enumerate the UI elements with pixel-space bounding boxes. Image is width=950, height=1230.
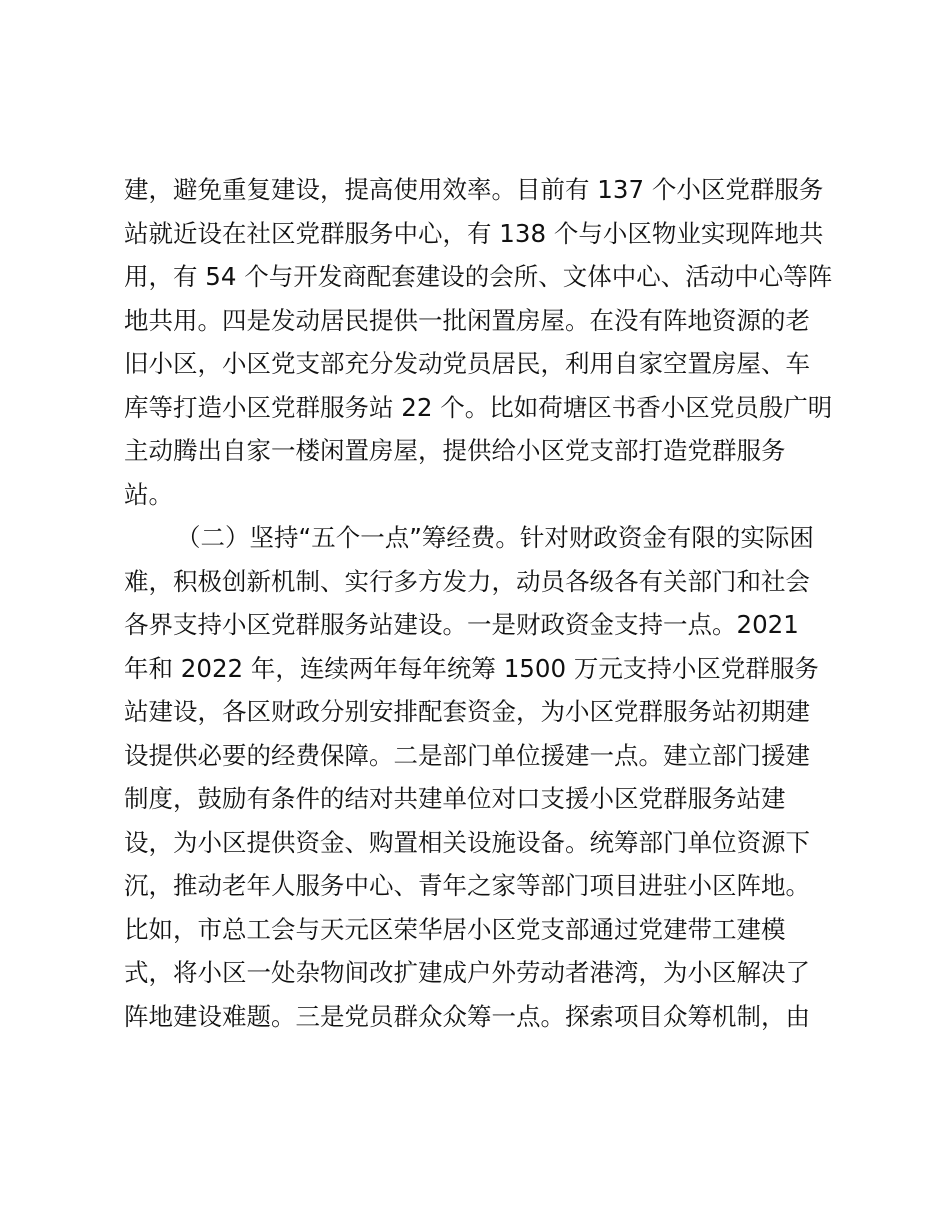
text-line-18: 比如，市总工会与天元区荣华居小区党支部通过党建带工建模	[124, 914, 786, 944]
text-line-14: 设提供必要的经费保障。二是部门单位援建一点。建立部门援建	[124, 740, 810, 770]
text-line-15: 制度，鼓励有条件的结对共建单位对口支援小区党群服务站建	[124, 784, 786, 813]
text-line-17: 沉，推动老年人服务中心、青年之家等部门项目进驻小区阵地。	[124, 871, 810, 900]
text-line-5: 旧小区，小区党支部充分发动党员居民，利用自家空置房屋、车	[124, 349, 810, 378]
text-line-6: 库等打造小区党群服务站 22 个。比如荷塘区书香小区党员殷广明	[124, 392, 833, 422]
text-line-20: 阵地建设难题。三是党员群众众筹一点。探索项目众筹机制，由	[124, 1001, 810, 1031]
text-line-7: 主动腾出自家一楼闲置房屋，提供给小区党支部打造党群服务	[124, 436, 786, 465]
text-line-11: 各界支持小区党群服务站建设。一是财政资金支持一点。2021	[124, 610, 799, 639]
text-line-2: 站就近设在社区党群服务中心，有 138 个与小区物业实现阵地共	[124, 218, 824, 248]
text-line-16: 设，为小区提供资金、购置相关设施设备。统筹部门单位资源下	[124, 827, 810, 857]
text-line-12: 年和 2022 年，连续两年每年统筹 1500 万元支持小区党群服务	[124, 653, 819, 683]
text-line-4: 地共用。四是发动居民提供一批闲置房屋。在没有阵地资源的老	[124, 305, 810, 335]
text-line-10: 难，积极创新机制、实行多方发力，动员各级各有关部门和社会	[124, 566, 810, 596]
body-text	[124, 168, 854, 1038]
text-line-3: 用，有 54 个与开发商配套建设的会所、文体中心、活动中心等阵	[124, 262, 833, 291]
text-line-8: 站。	[124, 479, 173, 509]
text-line-1: 建，避免重复建设，提高使用效率。目前有 137 个小区党群服务	[124, 175, 824, 204]
text-line-19: 式，将小区一处杂物间改扩建成户外劳动者港湾，为小区解决了	[124, 958, 810, 987]
section-heading-line: （二）坚持“五个一点”筹经费。针对财政资金有限的实际困	[176, 523, 814, 552]
text-line-13: 站建设，各区财政分别安排配套资金，为小区党群服务站初期建	[124, 697, 810, 726]
